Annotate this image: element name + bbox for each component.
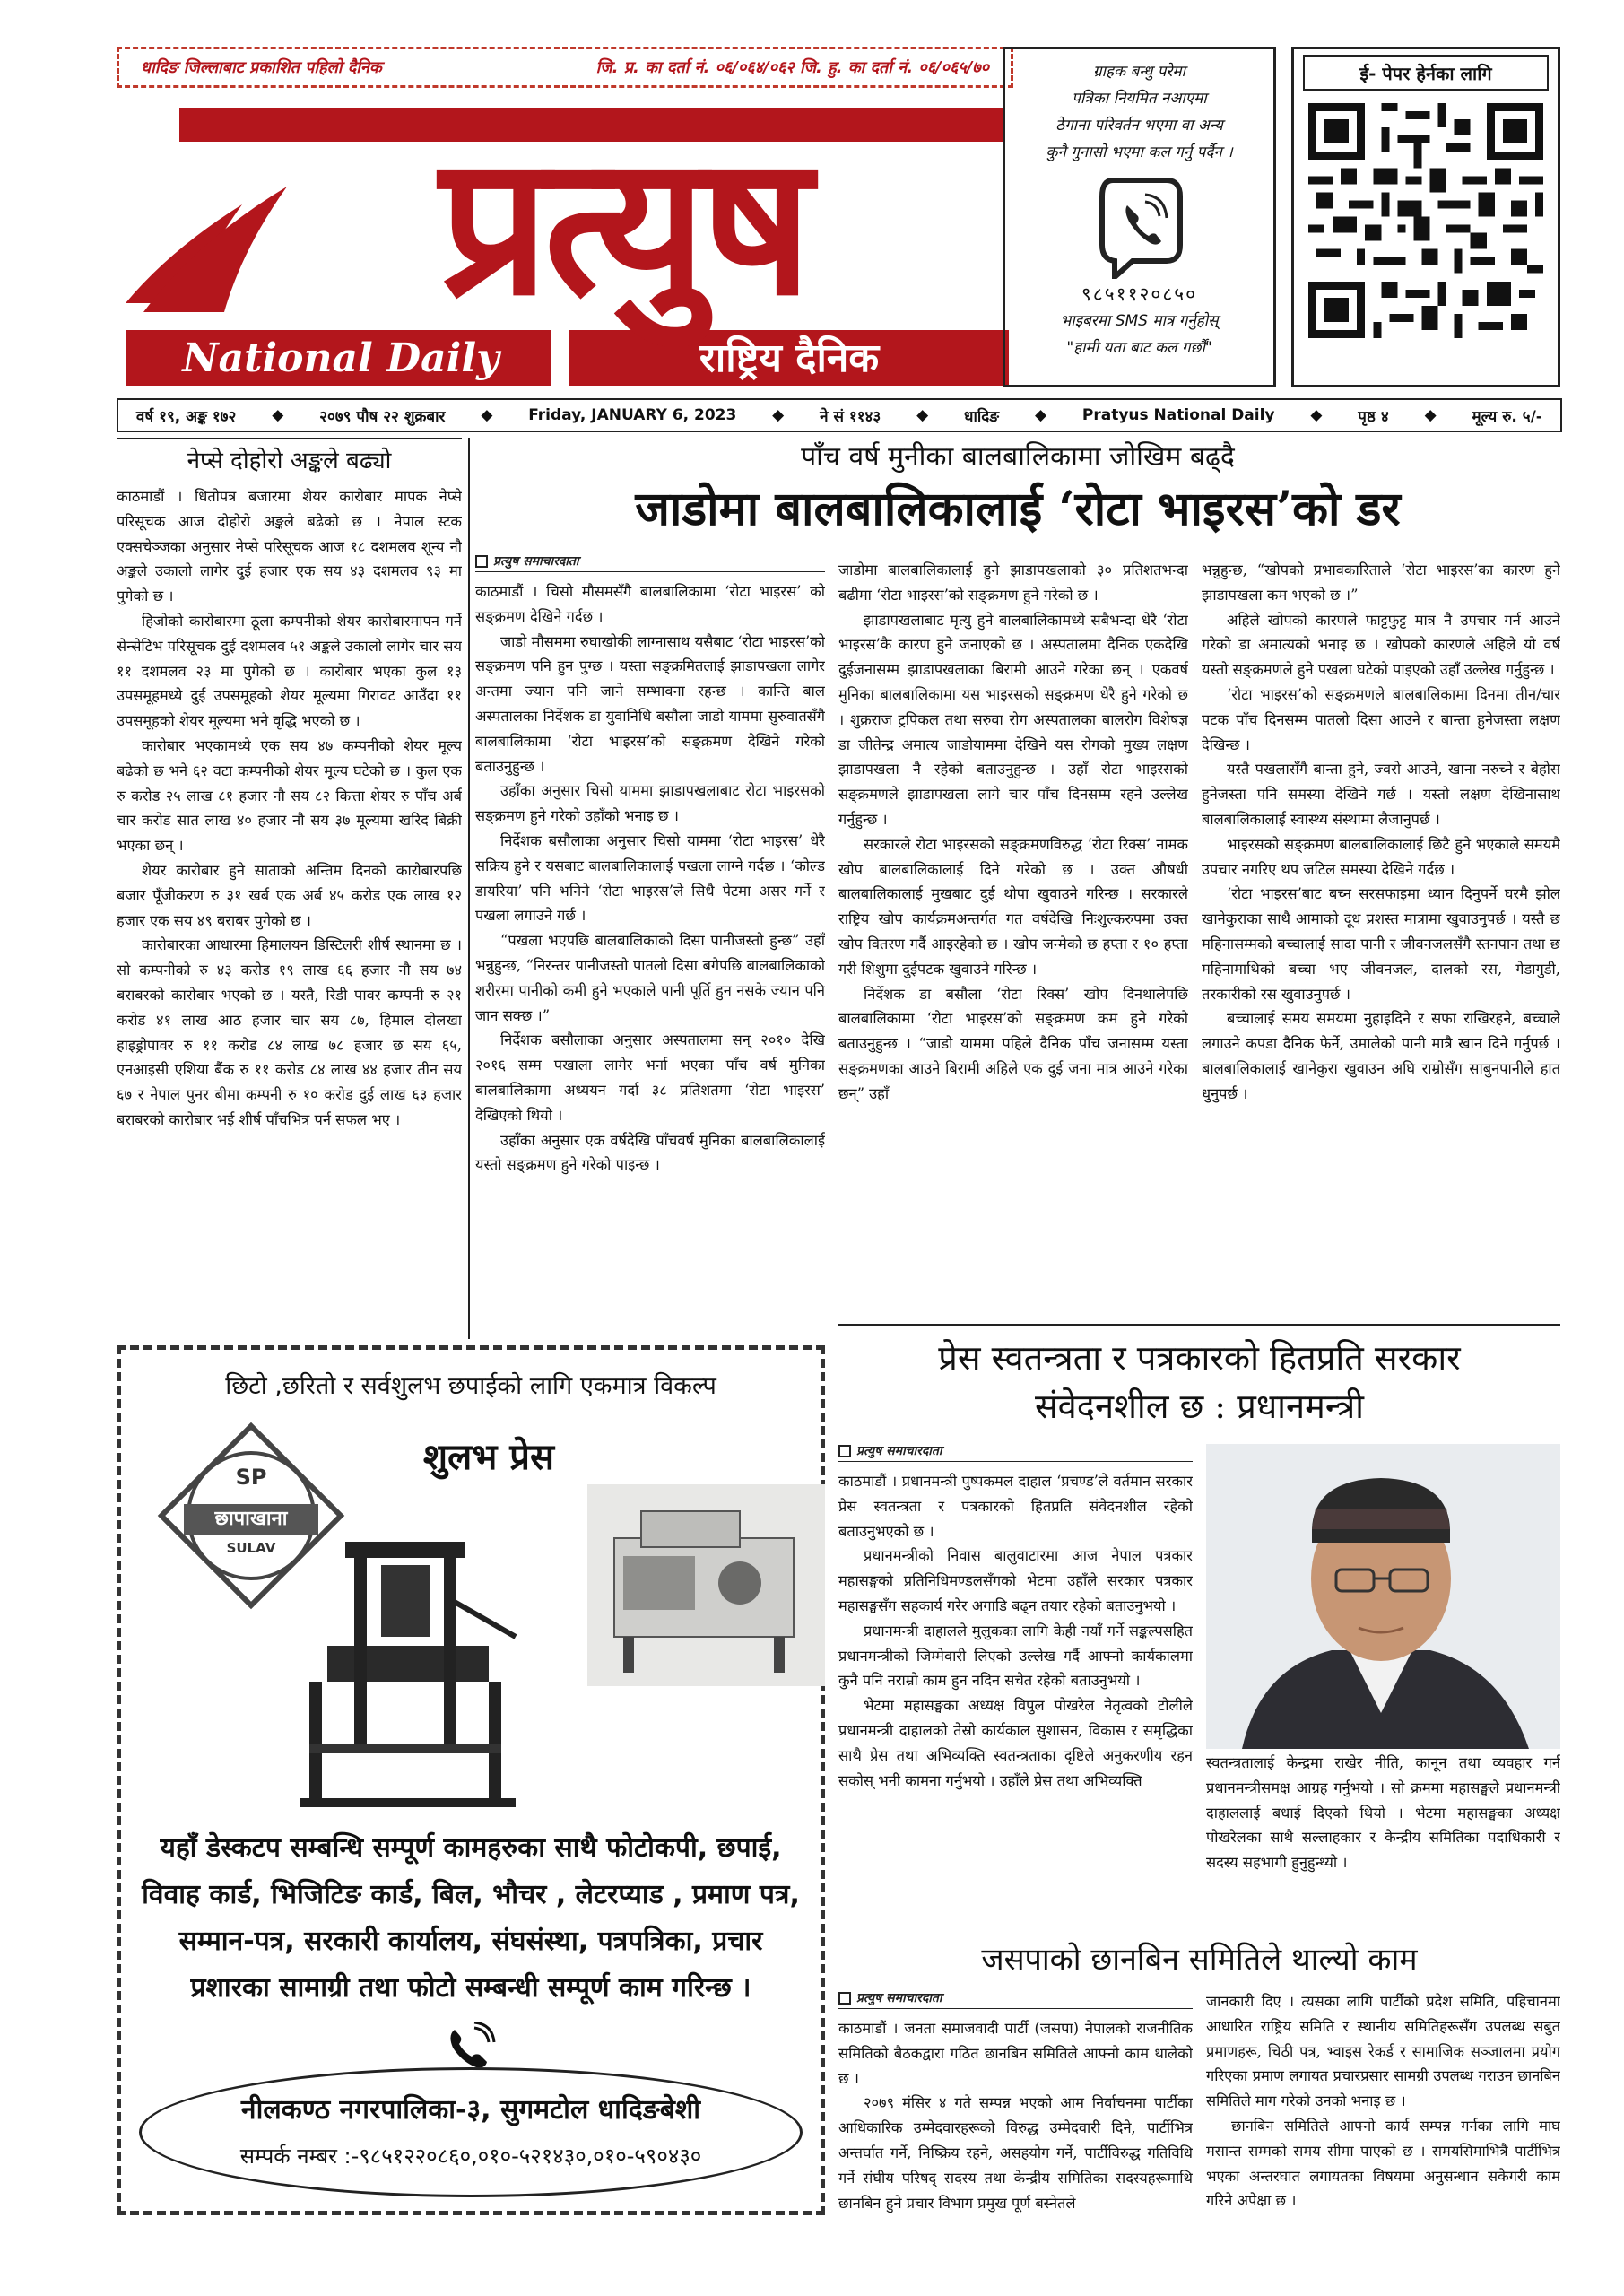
byline-text: प्रत्युष समाचारदाता [493, 554, 579, 569]
byline-text: प्रत्युष समाचारदाता [856, 1991, 942, 2005]
ad-address: नीलकण्ठ नगरपालिका-३, सुगमटोल धादिङबेशी [240, 2094, 701, 2126]
main-byline [475, 552, 825, 576]
paragraph: कारोबार भएकामध्ये एक सय ४७ कम्पनीको शेयर मूल्य बढेको छ भने ६२ वटा कम्पनीको शेयर मूल्य घटेको छ । कुल एक रु करोड २५ लाख ८१ हजार नौ सय ८२ कित्ता शेयर रु पाँच अर्ब चार करोड सात लाख ४० हजार नौ सय ३७ मूल्यमा खरिद बिक्री भएका छन् । [117, 736, 462, 855]
ad-press-name: शुलभ प्रेस [422, 1437, 555, 1478]
ad-tagline: छिटो ,छरितो र सर्वशुलभ छपाईको लागि एकमात्र विकल्प [225, 1372, 716, 1400]
jaspa-col-2 [1206, 1989, 1560, 2245]
district-name: धादिङ [963, 407, 1000, 426]
epaper-box [1291, 47, 1560, 387]
logo-sub-nepali: राष्ट्रिय दैनिक [699, 335, 880, 381]
paragraph: प्रधानमन्त्रीको निवास बालुवाटारमा आज नेपाल पत्रकार महासङ्घको प्रतिनिधिमण्डलसँगको भेटमा उहाँले सरकार पत्रकार महासङ्घसँग सहकार्य गरेर अगाडि बढ्न तयार रहेको बताउनुभयो । [838, 1547, 1193, 1614]
paragraph: निर्देशक बसौलाका अनुसार अस्पतालमा सन् २०१० देखि २०१६ सम्म पखाला लागेर भर्ना भएका पाँच वर्ष मुनिका बालबालिकामा अध्ययन गर्दा ३८ प्रतिशतमा ‘रोटा भाइरस’ देखिएको थियो । [475, 1031, 825, 1124]
paragraph: जानकारी दिए । त्यसका लागि पार्टीको प्रदेश समिति, पहिचानमा आधारित राष्ट्रिय समिति र स्थानीय समितिहरूसँग उपलब्ध सबुत प्रमाणहरू, चिठी पत्र, भ्वाइस रेकर्ड र सामाजिक सञ्जालमा प्रयोग गरिएका प्रमाण लगायत प्रचारप्रसार सामग्री उपलब्ध गराउन छानबिन समितिले माग गरेको उनको भनाइ छ । [1206, 1993, 1560, 2110]
paragraph: ‘रोटा भाइरस’को सङ्क्रमणले बालबालिकामा दिनमा तीन/चार पटक पाँच दिनसम्म पातलो दिसा आउने र बान्ता हुनेजस्ता लक्षण देखिन्छ । [1202, 685, 1560, 753]
logo-label: छापाखाना [214, 1508, 288, 1530]
paragraph: यस्तै पखलासँगै बान्ता हुने, ज्वरो आउने, खाना नरुच्ने र बेहोस हुनेजस्ता पनि समस्या देखिने गर्छ । यस्तो लक्षण देखिनासाथ बालबालिकालाई स्वास्थ्य संस्थामा लैजानुपर्छ । [1202, 761, 1560, 828]
paragraph: निर्देशक डा बसौला ‘रोटा रिक्स’ खोप दिनथालेपछि बालबालिकामा ‘रोटा भाइरस’को सङ्क्रमण कम हुने गरेको बताउनुहुन्छ । “जाडो याममा पहिले दैनिक पाँच जनासम्म यस्ता सङ्क्रमणका आउने बिरामी अहिले एक दुई जना मात्र आउने गरेका छन्” उहाँ [838, 985, 1188, 1102]
paragraph: छानबिन समितिले आफ्नो कार्य सम्पन्न गर्नका लागि माघ मसान्त सम्मको समय सीमा पाएको छ । समयसिमाभित्रै पार्टीभित्र भएका अन्तरघात लगायतका विषयमा अनुसन्धान सकेगरी काम गरिने अपेक्षा छ । [1206, 2117, 1560, 2210]
services-line: सम्मान-पत्र, सरकारी कार्यालय, संघसंस्था, पत्रपत्रिका, प्रचार [178, 1926, 763, 1957]
main-col-1 [475, 579, 825, 1333]
pm-headline-line2: संवेदनशील छ : प्रधानमन्त्री [1034, 1387, 1365, 1426]
ad-services [121, 1825, 821, 2012]
main-headline: जाडोमा बालबालिकालाई ‘रोटा भाइरस’को डर [635, 482, 1401, 536]
hand-press-illustration [291, 1529, 525, 1816]
paper-name-en: Pratyus National Daily [1081, 406, 1275, 424]
paragraph: शेयर कारोबार हुने साताको अन्तिम दिनको कारोबारपछि बजार पूँजीकरण रु ३१ खर्ब एक अर्ब ४५ करोड एक लाख १२ हजार एक सय ४९ बराबर पुगेको छ । [117, 861, 462, 929]
jaspa-col-1 [838, 2016, 1193, 2245]
offset-press-photo [587, 1484, 825, 1686]
paragraph: काठमाडौं । धितोपत्र बजारमा शेयर कारोबार मापक नेप्से परिसूचक आज दोहोरो अङ्कले बढेको छ । नेपाल स्टक एक्सचेञ्जका अनुसार नेप्से परिसूचक आज १८ दशमलव शून्य नौ अङ्कले उकालो लागेर दुई हजार एक सय ४३ दशमलव ९३ मा पुगेको छ । [117, 488, 462, 605]
paragraph: काठमाडौं । प्रधानमन्त्री पुष्पकमल दाहाल ‘प्रचण्ड’ले वर्तमान सरकार प्रेस स्वतन्त्रता र पत्रकारको हितप्रति संवेदनशील रहेको बताउनुभएको छ । [838, 1473, 1193, 1540]
logo-main-text: प्रत्युष [439, 111, 807, 338]
nepal-sambat: ने सं ११४३ [820, 407, 881, 426]
jaspa-headline: जसपाको छानबिन समितिले थाल्यो काम [981, 1942, 1418, 1978]
paragraph: ‘रोटा भाइरस’बाट बच्न सरसफाइमा ध्यान दिनुपर्ने घरमै झोल खानेकुराका साथै आमाको दूध प्रशस्त मात्रामा खुवाउनुपर्छ । यस्तै छ महिनासम्मको बच्चालाई सादा पानी र जीवनजलसँगै स्तनपान तथा छ महिनामाथिको बच्चा भए जीवनजल, दालको रस, गेडागुडी, तरकारीको रस खुवाउनुपर्छ । [1202, 885, 1560, 1003]
paragraph: “पखला भएपछि बालबालिकाको दिसा पानीजस्तो हुन्छ” उहाँ भन्नुहुन्छ, “निरन्तर पानीजस्तो पातलो दिसा बगेपछि बालबालिकाको शरीरमा पानीको कमी हुने भएकाले पानी पूर्ति हुन नसके ज्यान पनि जान सक्छ ।” [475, 932, 825, 1024]
date-english: Friday, JANUARY 6, 2023 [528, 406, 737, 424]
paragraph: भाइरसको सङ्क्रमण बालबालिकालाई छिटै हुने भएकाले समयमै उपचार नगरिए थप जटिल समस्या देखिने गर्दछ । [1202, 835, 1560, 878]
masthead-logo [117, 97, 1013, 388]
byline-box-icon [475, 555, 488, 568]
phone-icon [444, 2022, 498, 2072]
paragraph: प्रधानमन्त्री दाहालले मुलुकका लागि केही नयाँ गर्ने सङ्कल्पसहित प्रधानमन्त्रीको जिम्मेवारी लिएको उल्लेख गर्दै आफ्नो कार्यकालमा कुनै पनि नराम्रो काम हुन नदिन सचेत रहेको बताउनुभयो । [838, 1622, 1193, 1690]
byline-box-icon [838, 1445, 851, 1457]
byline-box-icon [838, 1992, 851, 2005]
left-article-body [117, 484, 462, 1336]
notice-line: ठेगाना परिवर्तन भएमा वा अन्य [1055, 117, 1223, 135]
divider [117, 438, 462, 439]
viber-number: ९८५११२०८५० [1081, 283, 1198, 305]
left-article-headline: नेप्से दोहोरो अङ्कले बढ्यो [187, 448, 392, 474]
logo-sublabel: SULAV [226, 1540, 276, 1556]
logo-sub-english: National Daily [182, 335, 499, 381]
viber-icon [1095, 171, 1185, 279]
paragraph: भन्नुहुन्छ, “खोपको प्रभावकारिताले ‘रोटा भाइरस’का कारण हुने झाडापखला कम भएको छ ।” [1202, 561, 1560, 604]
price: मूल्य रु. ५/- [1472, 407, 1542, 426]
notice-line: ग्राहक बन्धु परेमा [1093, 63, 1185, 81]
divider [838, 1324, 1560, 1326]
date-nepali: २०७९ पौष २२ शुक्रबार [319, 407, 446, 426]
paragraph: २०७९ मंसिर ४ गते सम्पन्न भएको आम निर्वाचनमा पार्टीका आधिकारिक उम्मेदवारहरूको विरुद्ध उम्मेदवारी दिने, पार्टीभित्र अन्तर्घात गर्ने, निष्क्रिय रहने, असहयोग गर्ने, पार्टीविरुद्ध गतिविधि गर्ने संघीय परिषद् सदस्य तथा केन्द्रीय समितिका सदस्यहरूमाथि छानबिन हुने प्रचार विभाग प्रमुख पूर्ण बस्नेतले [838, 2094, 1193, 2212]
services-line: यहाँ डेस्कटप सम्बन्धि सम्पूर्ण कामहरुका साथै फोटोकपी, छपाई, [160, 1832, 782, 1864]
column-divider [468, 438, 470, 1339]
paragraph: अहिले खोपको कारणले फाट्टफुट्ट मात्र नै उपचार गर्न आउने गरेको डा अमात्यको भनाइ छ । खोपको कारणले अहिले यो वर्ष यस्तो सङ्क्रमणले हुने पखला घटेको पाइएको उहाँ उल्लेख गर्नुहुन्छ । [1202, 611, 1560, 679]
reg-right-text: जि. प्र. का दर्ता नं. ०६/०६४/०६२ जि. हु. का दर्ता नं. ०६/०६५/७० [595, 58, 989, 77]
volume-issue: वर्ष १९, अङ्क १७२ [135, 407, 237, 426]
paragraph: सरकारले रोटा भाइरसको सङ्क्रमणविरुद्ध ‘रोटा रिक्स’ नामक खोप बालबालिकालाई दिने गरेको छ । उक्त औषधी बालबालिकालाई मुखबाट दुई थोपा खुवाउने गरिन्छ । सरकारले राष्ट्रिय खोप कार्यक्रमअन्तर्गत गत वर्षदेखि निःशुल्करुपमा उक्त खोप वितरण गर्दै आइरहेको छ । खोप जन्मेको छ हप्ता र १० हप्ता गरी शिशुमा दुईपटक खुवाउने गरिन्छ । [838, 835, 1188, 978]
paragraph: जाडो मौसममा रुघाखोकी लाग्नासाथ यसैबाट ‘रोटा भाइरस’को सङ्क्रमण पनि हुन पुग्छ । यस्ता सङ्क्रमितलाई झाडापखला लागेर अन्तमा ज्यान पनि जाने सम्भावना रहन्छ । कान्ति बाल अस्पतालका निर्देशक डा युवानिधि बसौला जाडो याममा सुरुवातसँगै बालबालिकामा ‘रोटा भाइरस’को सङ्क्रमण देखिने गरेको बताउनुहुन्छ । [475, 632, 825, 775]
contact-oval [139, 2067, 803, 2197]
paragraph: काठमाडौं । चिसो मौसमसँगै बालबालिकामा ‘रोटा भाइरस’ को सङ्क्रमण देखिने गर्दछ । [475, 583, 825, 625]
paragraph: भेटमा महासङ्घका अध्यक्ष विपुल पोखरेल नेतृत्वको टोलीले प्रधानमन्त्री दाहालको तेस्रो कार्यकाल सुशासन, विकास र समृद्धिका साथै प्रेस तथा अभिव्यक्ति स्वतन्त्रताका दृष्टिले अनुकरणीय रहन सकोस् भनी कामना गर्नुभयो । उहाँले प्रेस तथा अभिव्यक्ति [838, 1697, 1193, 1789]
paragraph: काठमाडौं । जनता समाजवादी पार्टी (जसपा) नेपालको राजनीतिक समितिको बैठकद्वारा गठित छानबिन समितिले आफ्नो काम थालेको छ । [838, 2020, 1193, 2087]
qr-code-icon[interactable] [1308, 103, 1543, 338]
paragraph: उहाँका अनुसार चिसो याममा झाडापखलाबाट रोटा भाइरसको सङ्क्रमण हुने गरेको उहाँको भनाइ छ । [475, 782, 825, 825]
paragraph: बच्चालाई समय समयमा नुहाइदिने र सफा राखिरहने, बच्चाले लगाउने कपडा दैनिक फेर्ने, उमालेको पानी मात्रै खान दिने गर्नुपर्छ । बालबालिकालाई खानेकुरा खुवाउन अघि राम्रोसँग साबुनपानीले हात धुनुपर्छ । [1202, 1010, 1560, 1102]
page-number: पृष्ठ ४ [1358, 407, 1389, 426]
photo-caption: स्वतन्त्रतालाई केन्द्रमा राखेर नीति, कानून तथा व्यवहार गर्न प्रधानमन्त्रीसमक्ष आग्रह गर्नुभयो । सो क्रममा महासङ्घले प्रधानमन्त्री दाहाललाई बधाई दिएको थियो । भेटमा महासङ्घका अध्यक्ष पोखरेलका साथै सल्लाहकार र केन्द्रीय समितिका पदाधिकारी र सदस्य सहभागी हुनुहुन्थ्यो । [1206, 1754, 1560, 1872]
paragraph: झाडापखलाबाट मृत्यु हुने बालबालिकामध्ये सबैभन्दा धेरै ‘रोटा भाइरस’कै कारण हुने जनाएको छ । अस्पतालमा दैनिक एकदेखि दुईजनासम्म झाडापखलाका बिरामी आउने गरेका छन् । एकवर्ष मुनिका बालबालिकामा यस भाइरसको सङ्क्रमण धेरै हुने गरेको छ । शुक्रराज ट्रपिकल तथा सरुवा रोग अस्पतालका बालरोग विशेषज्ञ डा जीतेन्द्र अमात्य जाडोयाममा देखिने यस रोगको मुख्य लक्षण झाडापखला नै रहेको बताउनुहुन्छ । उहाँ रोटा भाइरसको सङ्क्रमणले झाडापखला लागे चार पाँच दिनसम्म रहने उल्लेख गर्नुहुन्छ । [838, 611, 1188, 828]
main-col-2 [838, 558, 1188, 1333]
viber-tagline: "हामी यता बाट कल गर्छौं" [1066, 339, 1212, 357]
paragraph: कारोबारका आधारमा हिमालयन डिस्टिलरी शीर्ष स्थानमा छ । सो कम्पनीको रु ४३ करोड १९ लाख ६६ हजार नौ सय ७४ बराबरको कारोबार भएको छ । यस्तै, रिडी पावर कम्पनी रु २१ करोड ४१ लाख आठ हजार चार सय ८७, हिमाल दोलखा हाइड्रोपावर रु ११ करोड ८४ लाख ७८ हजार छ सय ६५, एनआइसी एशिया बैंक रु ११ करोड ८४ लाख ४४ हजार तीन सय ६७ र नेपाल पुनर बीमा कम्पनी रु १० करोड दुई लाख ६३ हजार बराबरको कारोबार भई शीर्ष पाँचभित्र पर्न सफल भए । [117, 936, 462, 1128]
pm-photo [1206, 1444, 1560, 1749]
press-advertisement [117, 1345, 825, 2215]
reader-notice-box [1003, 47, 1276, 387]
pm-headline-line1: प्रेस स्वतन्त्रता र पत्रकारको हितप्रति सरकार [938, 1338, 1461, 1378]
main-kicker: पाँच वर्ष मुनीका बालबालिकामा जोखिम बढ्दै [801, 441, 1235, 473]
reg-left-text: धादिङ जिल्लाबाट प्रकाशित पहिलो दैनिक [141, 58, 382, 77]
services-line: प्रशारका सामाग्री तथा फोटो सम्बन्धी सम्पूर्ण काम गरिन्छ । [190, 1972, 751, 2004]
paragraph: हिजोको कारोबारमा ठूला कम्पनीको शेयर कारोबारमापन गर्ने सेन्सेटिभ परिसूचक दुई दशमलव ५१ अङ्कले उकालो लागेर चार सय ११ दशमलव २३ मा पुगेको छ । कारोबार भएका कुल १३ उपसमूहमध्ये दुई उपसमूहको शेयर मूल्यमा गिरावट आउँदा ११ उपसमूहको शेयर मूल्यमा भने वृद्धि भएको छ । [117, 612, 462, 730]
ad-contact: सम्पर्क नम्बर :-९८५१२२०८६०,०१०-५२१४३०,०१०-५९०४३० [239, 2144, 702, 2169]
services-line: विवाह कार्ड, भिजिटिङ कार्ड, बिल, भौचर , लेटरप्याड , प्रमाण पत्र, [142, 1879, 800, 1910]
notice-line: कुनै गुनासो भएमा कल गर्नु पर्दैन । [1046, 144, 1233, 161]
paragraph: निर्देशक बसौलाका अनुसार चिसो याममा ‘रोटा भाइरस’ धेरै सक्रिय हुने र यसबाट बालबालिकालाई पखला लाग्ने गर्दछ । ‘कोल्ड डायरिया’ पनि भनिने ‘रोटा भाइरस’ले सिधै पेटमा असर गर्ने र पखला लगाउने गर्छ । [475, 831, 825, 925]
main-col-3 [1202, 558, 1560, 1333]
viber-note: भाइबरमा SMS मात्र गर्नुहोस् [1060, 312, 1219, 330]
paragraph: जाडोमा बालबालिकालाई हुने झाडापखलाको ३० प्रतिशतभन्दा बढीमा ‘रोटा भाइरस’को सङ्क्रमण हुने गरेको छ । [838, 561, 1188, 604]
registration-strip [117, 47, 1013, 88]
pm-col-2 [1206, 1751, 1560, 1935]
notice-line: पत्रिका नियमित नआएमा [1072, 90, 1207, 108]
logo-initials: SP [235, 1465, 267, 1490]
pm-byline [838, 1442, 1193, 1465]
paragraph: उहाँका अनुसार एक वर्षदेखि पाँचवर्ष मुनिका बालबालिकालाई यस्तो सङ्क्रमण हुने गरेको पाइन्छ । [475, 1131, 825, 1174]
epaper-label: ई- पेपर हेर्नका लागि [1303, 55, 1549, 91]
issue-meta-strip: वर्ष १९, अङ्क १७२ ◆ २०७९ पौष २२ शुक्रबार ◆ Friday, JANUARY 6, 2023 ◆ ने सं ११४३ ◆ धादिङ ◆ Pratyus National Daily ◆ पृष्ठ ४ ◆ मूल्य रु. ५/- [117, 398, 1562, 432]
pm-col-1 [838, 1469, 1193, 1935]
byline-text: प्रत्युष समाचारदाता [856, 1444, 942, 1458]
jaspa-byline [838, 1989, 1193, 2013]
